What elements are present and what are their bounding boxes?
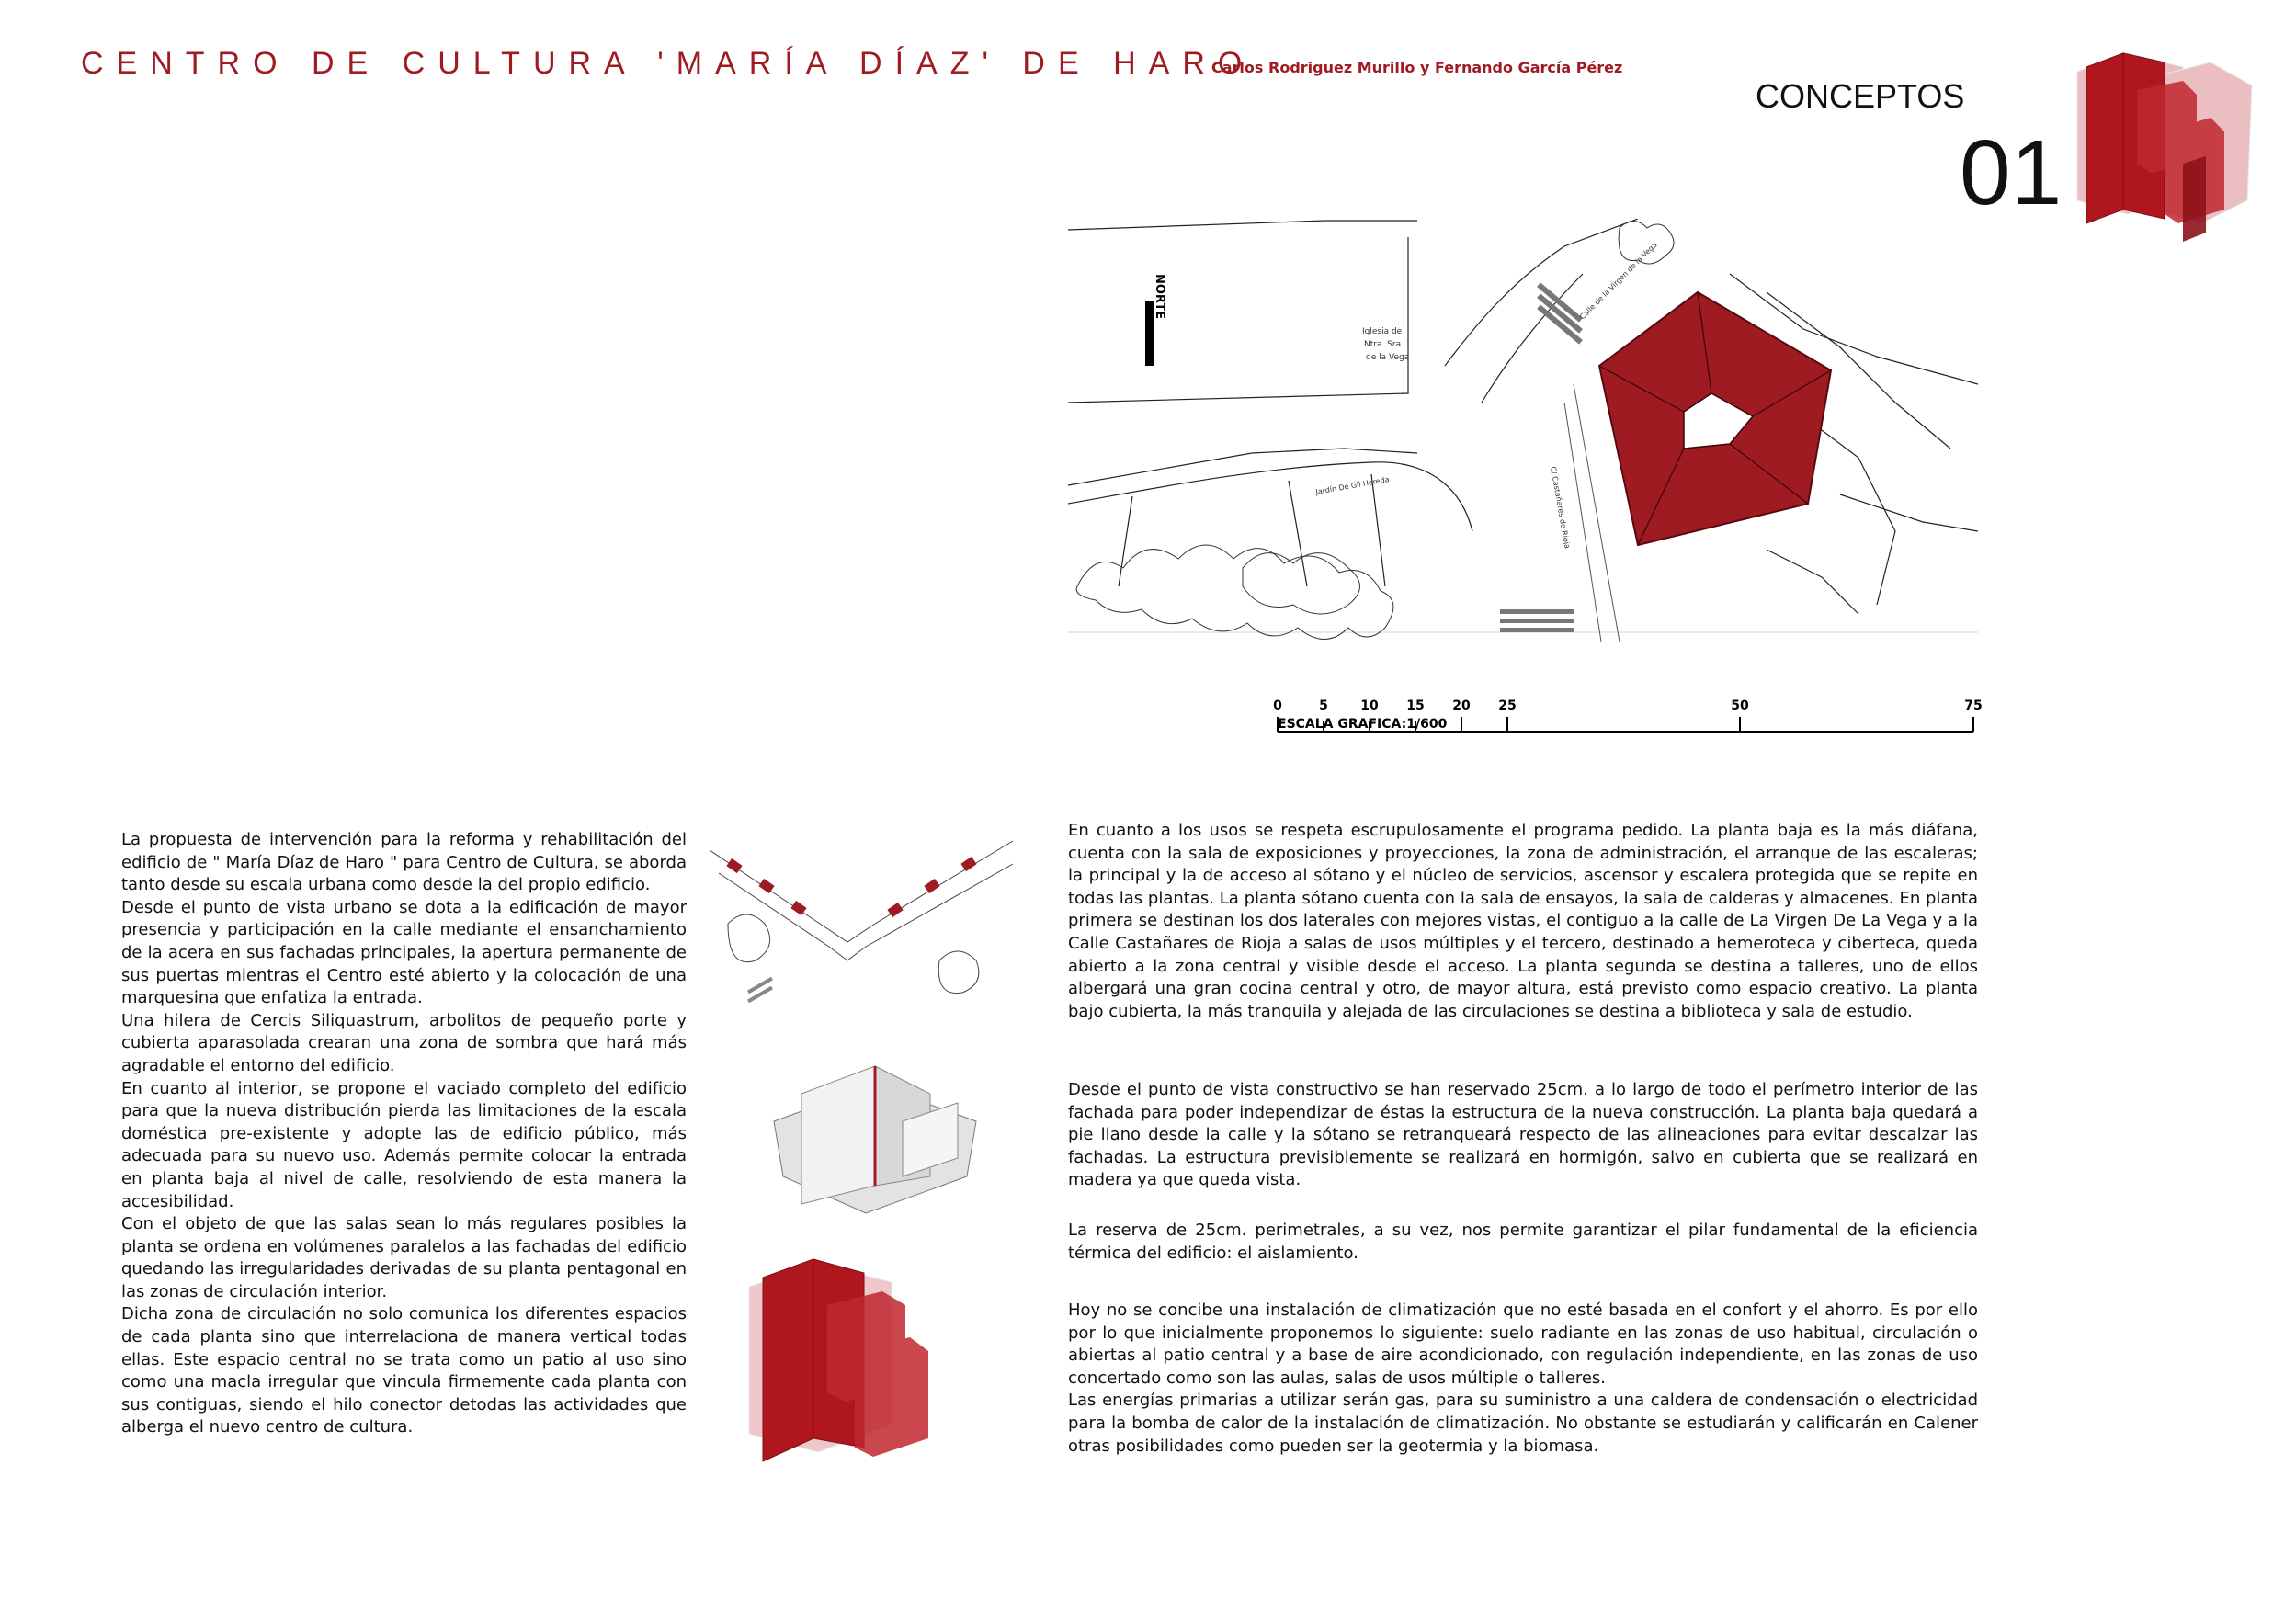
section-number: 01: [1960, 121, 2063, 224]
energy-paragraph: Las energías primarias a utilizar serán gas, para su suministro a una caldera de condensación o electricidad para la bomba de calor de la instalación de climatización. No obstante se estudiarán y calificarán en Calener otras posibilidades como pueden ser la geotermia y la biomasa.: [1068, 1391, 1978, 1456]
label-jardin: Jardín De Gil Hereda: [1314, 475, 1391, 496]
page-title: CENTRO DE CULTURA 'MARÍA DÍAZ' DE HARO: [81, 46, 1256, 81]
authors: Carlos Rodriguez Murillo y Fernando García Pérez: [1211, 59, 1623, 76]
left-paragraph: La propuesta de intervención para la reforma y rehabilitación del edificio de " María Díaz de Haro " para Centro de Cultura, se aborda tanto desde su escala urbana como desde la del propio edificio.: [121, 830, 687, 895]
left-paragraph: Una hilera de Cercis Siliquastrum, arbolitos de pequeño porte y cubierta aparasolada crearan una zona de sombra que hará más agradable el entorno del edificio.: [121, 1010, 687, 1075]
insulation-text: La reserva de 25cm. perimetrales, a su vez, nos permite garantizar el pilar fundamental de la eficiencia térmica del edificio: el aislamiento.: [1068, 1221, 1978, 1263]
scale-tick-5: 5: [1319, 699, 1328, 713]
climate-paragraph: Hoy no se concibe una instalación de climatización que no esté basada en el confort y el ahorro. Es por ello por lo que inicialmente proponemos lo siguiente: suelo radiante en las zonas de uso habitual, circulación o abiertas al patio central y a base de aire acondicionado, con regulación independiente, en las zonas de uso concertado como son las aulas, salas de usos múltiple o talleres.: [1068, 1301, 1978, 1388]
volumes-diagram: [744, 1232, 983, 1471]
left-paragraph: Con el objeto de que las salas sean lo más regulares posibles la planta se ordena en volúmenes paralelos a las fachadas del edificio quedando las irregularidades derivadas de su planta pentagonal en las zonas de circulación interior.: [121, 1214, 687, 1301]
scale-tick-25: 25: [1498, 699, 1517, 713]
axonometric-section: [765, 1039, 985, 1222]
scale-tick-10: 10: [1360, 699, 1379, 713]
section-title: CONCEPTOS: [1756, 77, 1965, 115]
scale-tick-75: 75: [1964, 699, 1983, 713]
scale-tick-0: 0: [1273, 699, 1282, 713]
label-iglesia-2: Ntra. Sra.: [1364, 340, 1404, 349]
volumes-logo: [2073, 26, 2256, 265]
label-iglesia-3: de la Vega: [1366, 353, 1410, 362]
scale-bar: [1268, 691, 1985, 737]
label-castanares: C/ Castañares de Rioja: [1549, 465, 1572, 550]
scale-title: ESCALA GRAFICA:1/600: [1278, 717, 1448, 732]
left-text: [121, 829, 687, 1439]
label-calle-virgen: Calle de la Virgen de la Vega: [1578, 240, 1659, 322]
scale-tick-20: 20: [1452, 699, 1471, 713]
label-iglesia-1: Iglesia de: [1362, 327, 1403, 336]
scale-tick-15: 15: [1406, 699, 1425, 713]
left-paragraph: Desde el punto de vista urbano se dota a la edificación de mayor presencia y participación en la calle mediante el ensanchamiento de la acera en sus fachadas principales, la apertura permanente de sus puertas mientras el Centro esté abierto y la colocación de una marquesina que enfatiza la entrada.: [121, 897, 687, 1008]
left-paragraph: En cuanto al interior, se propone el vaciado completo del edificio para que la nueva distribución pierda las limitaciones de la escala doméstica pre-existente y adopte las de edificio público, más adecuada para su nuevo uso. Además permite colocar la entrada en planta baja al nivel de calle, resolviendo de esta manera la accesibilidad.: [121, 1078, 687, 1211]
uses-text: En cuanto a los usos se respeta escrupulosamente el programa pedido. La planta baja es la más diáfana, cuenta con la sala de exposiciones y proyecciones, la zona de administración, el arranque de las escaleras; la principal y la de acceso al sótano y el núcleo de servicios, ascensor y escalera protegida que se repite en todas las plantas. La planta sótano cuenta con la sala de ensayos, la sala de calderas y almacenes. En planta primera se destinan los dos laterales con mejores vistas, el contiguo a la calle de La Virgen De La Vega y a la Calle Castañares de Rioja a salas de usos múltiples y el tercero, destinado a hemeroteca y ciberteca, queda abierto a la zona central y visible desde el acceso. La planta segunda se destina a talleres, uno de ellos albergará una gran cocina central y otro, de mayor altura, está previsto como espacio creativo. La planta bajo cubierta, la más tranquila y alejada de las circulaciones se destina a biblioteca y sala de estudio.: [1068, 821, 1978, 1021]
scale-tick-50: 50: [1731, 699, 1749, 713]
construction-text: Desde el punto de vista constructivo se han reservado 25cm. a lo largo de todo el perímetro interior de las fachada para poder independizar de éstas la estructura de la nueva construcción. La planta baja quedará a pie llano desde la calle y la sótano se retranqueará respecto de las alineaciones para evitar descalzar las fachadas. La estructura previsiblemente se realizará en hormigón, salvo en cubierta que se realizará en madera ya que queda vista.: [1068, 1080, 1978, 1190]
entrance-plan: [710, 823, 1017, 1006]
site-plan: [1068, 219, 1978, 654]
north-label: NORTE: [1153, 274, 1166, 320]
left-paragraph: Dicha zona de circulación no solo comunica los diferentes espacios de cada planta sino que interrelaciona de manera vertical todas ellas. Este espacio central no se trata como un patio al uso sino como una macla irregular que vincula firmemente cada planta con sus contiguas, siendo el hilo conector detodas las actividades que alberga el nuevo centro de cultura.: [121, 1304, 687, 1437]
climate-text: [1068, 1300, 1978, 1458]
